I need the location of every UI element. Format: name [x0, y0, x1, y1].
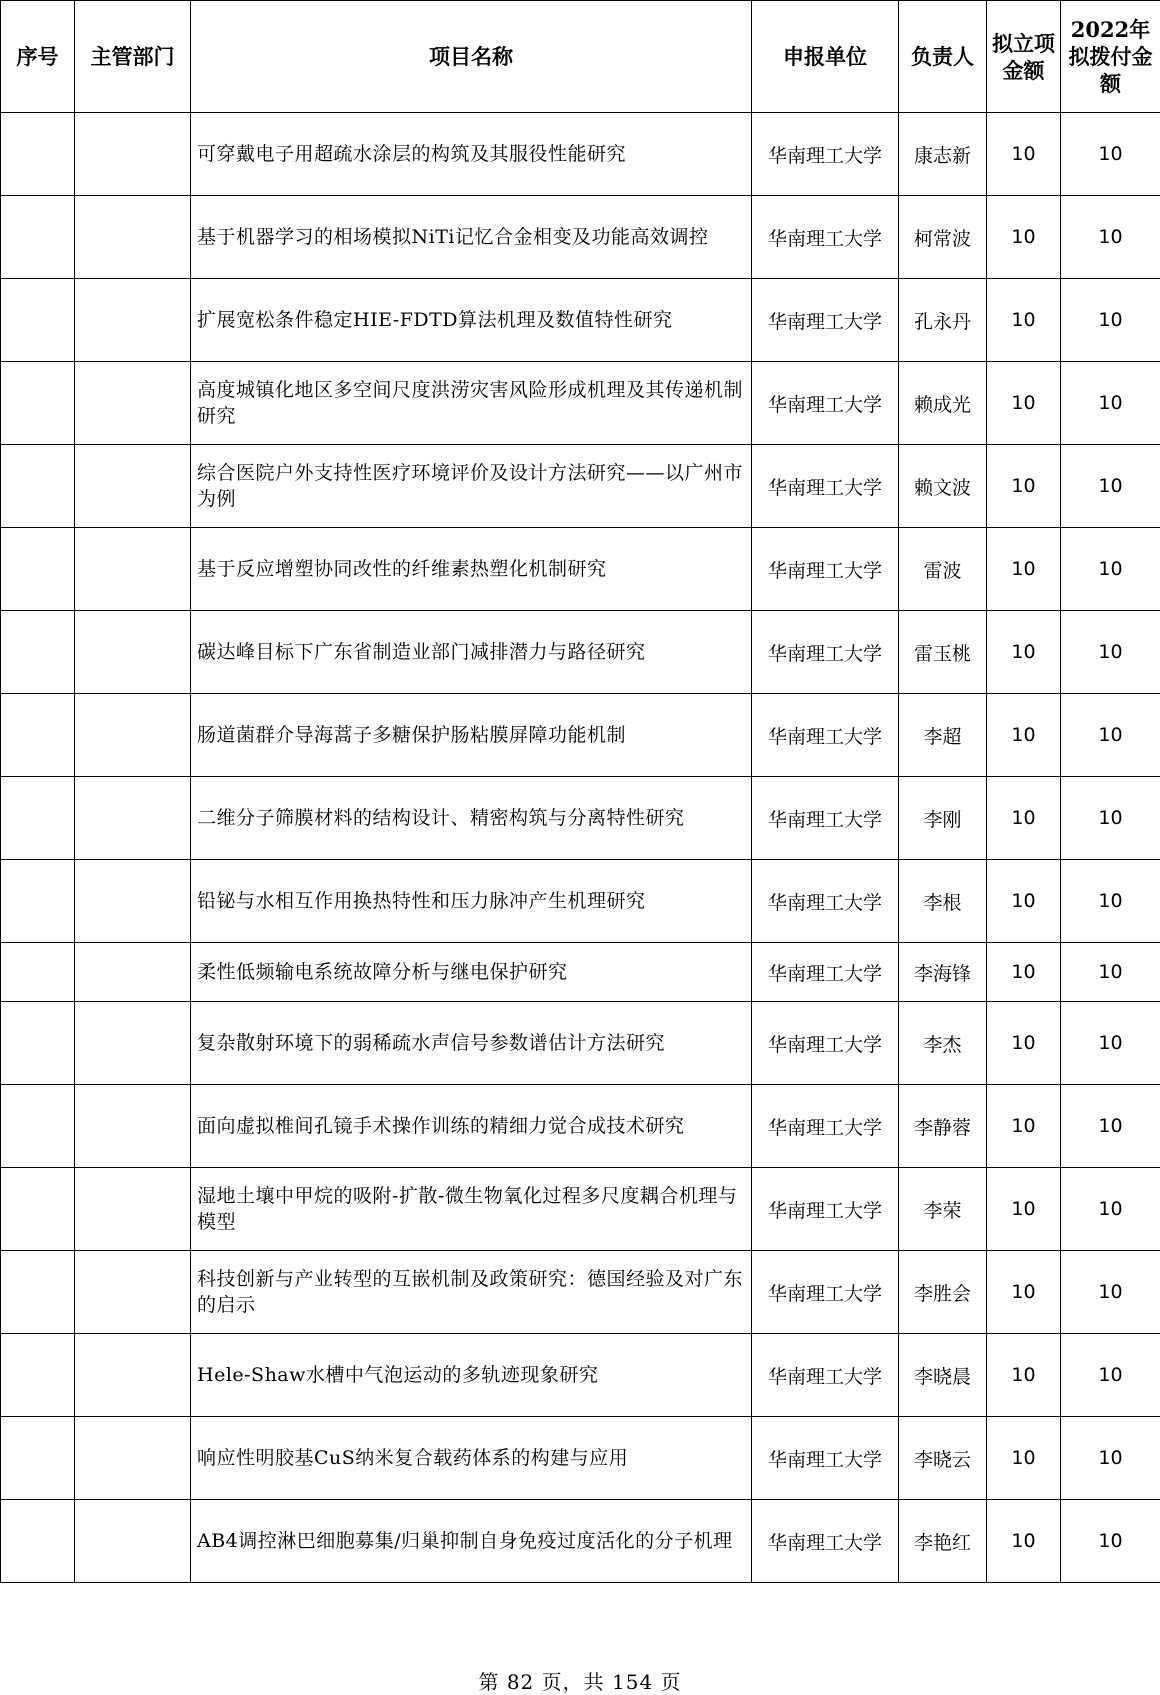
cell-project-name: 湿地土壤中甲烷的吸附-扩散-微生物氧化过程多尺度耦合机理与模型 [191, 1168, 752, 1251]
cell-dept [75, 196, 191, 279]
table-row [1, 1085, 1160, 1168]
cell-approved-amount: 10 [987, 1168, 1061, 1251]
cell-allocated-amount: 10 [1061, 611, 1160, 694]
cell-project-name: 基于机器学习的相场模拟NiTi记忆合金相变及功能高效调控 [191, 196, 752, 279]
table-row [1, 611, 1160, 694]
cell-seq [1, 528, 75, 611]
cell-allocated-amount: 10 [1061, 1334, 1160, 1417]
cell-allocated-amount: 10 [1061, 694, 1160, 777]
cell-seq [1, 694, 75, 777]
cell-dept [75, 528, 191, 611]
header-dept: 主管部门 [75, 1, 191, 113]
cell-allocated-amount: 10 [1061, 1251, 1160, 1334]
cell-allocated-amount: 10 [1061, 777, 1160, 860]
cell-project-name: 可穿戴电子用超疏水涂层的构筑及其服役性能研究 [191, 113, 752, 196]
cell-project-name: AB4调控淋巴细胞募集/归巢抑制自身免疫过度活化的分子机理 [191, 1500, 752, 1583]
cell-approved-amount: 10 [987, 1417, 1061, 1500]
cell-unit: 华南理工大学 [752, 445, 899, 528]
cell-allocated-amount: 10 [1061, 1085, 1160, 1168]
cell-allocated-amount: 10 [1061, 528, 1160, 611]
cell-allocated-amount: 10 [1061, 113, 1160, 196]
cell-dept [75, 777, 191, 860]
cell-dept [75, 611, 191, 694]
cell-project-name: Hele-Shaw水槽中气泡运动的多轨迹现象研究 [191, 1334, 752, 1417]
cell-seq [1, 777, 75, 860]
cell-dept [75, 362, 191, 445]
cell-unit: 华南理工大学 [752, 943, 899, 1002]
cell-seq [1, 1500, 75, 1583]
cell-allocated-amount: 10 [1061, 362, 1160, 445]
cell-unit: 华南理工大学 [752, 694, 899, 777]
cell-leader: 李根 [899, 860, 987, 943]
cell-unit: 华南理工大学 [752, 1085, 899, 1168]
cell-allocated-amount: 10 [1061, 445, 1160, 528]
table-row [1, 445, 1160, 528]
table-row [1, 1002, 1160, 1085]
cell-dept [75, 1251, 191, 1334]
cell-project-name: 柔性低频输电系统故障分析与继电保护研究 [191, 943, 752, 1002]
cell-leader: 李晓云 [899, 1417, 987, 1500]
cell-seq [1, 279, 75, 362]
cell-seq [1, 1251, 75, 1334]
cell-approved-amount: 10 [987, 113, 1061, 196]
cell-leader: 李刚 [899, 777, 987, 860]
cell-seq [1, 113, 75, 196]
table-row [1, 860, 1160, 943]
cell-leader: 李静蓉 [899, 1085, 987, 1168]
header-name: 项目名称 [191, 1, 752, 113]
cell-dept [75, 1168, 191, 1251]
cell-unit: 华南理工大学 [752, 1168, 899, 1251]
cell-seq [1, 1417, 75, 1500]
header-row [1, 1, 1160, 113]
cell-unit: 华南理工大学 [752, 362, 899, 445]
cell-project-name: 铅铋与水相互作用换热特性和压力脉冲产生机理研究 [191, 860, 752, 943]
cell-dept [75, 1417, 191, 1500]
table-row [1, 196, 1160, 279]
cell-unit: 华南理工大学 [752, 113, 899, 196]
table-row [1, 1334, 1160, 1417]
cell-seq [1, 1002, 75, 1085]
cell-dept [75, 1334, 191, 1417]
table-row [1, 1500, 1160, 1583]
cell-approved-amount: 10 [987, 528, 1061, 611]
table-row [1, 694, 1160, 777]
cell-approved-amount: 10 [987, 1500, 1061, 1583]
cell-project-name: 响应性明胶基CuS纳米复合载药体系的构建与应用 [191, 1417, 752, 1500]
cell-unit: 华南理工大学 [752, 279, 899, 362]
cell-leader: 雷玉桃 [899, 611, 987, 694]
cell-leader: 柯常波 [899, 196, 987, 279]
cell-allocated-amount: 10 [1061, 1002, 1160, 1085]
cell-approved-amount: 10 [987, 1002, 1061, 1085]
cell-unit: 华南理工大学 [752, 1417, 899, 1500]
cell-allocated-amount: 10 [1061, 860, 1160, 943]
cell-leader: 李艳红 [899, 1500, 987, 1583]
cell-seq [1, 943, 75, 1002]
cell-allocated-amount: 10 [1061, 1168, 1160, 1251]
page-footer: 第 82 页，共 154 页 [0, 1666, 1160, 1695]
cell-leader: 李胜会 [899, 1251, 987, 1334]
cell-project-name: 基于反应增塑协同改性的纤维素热塑化机制研究 [191, 528, 752, 611]
cell-approved-amount: 10 [987, 445, 1061, 528]
cell-seq [1, 611, 75, 694]
cell-seq [1, 1168, 75, 1251]
table-row [1, 362, 1160, 445]
cell-project-name: 复杂散射环境下的弱稀疏水声信号参数谱估计方法研究 [191, 1002, 752, 1085]
cell-unit: 华南理工大学 [752, 1251, 899, 1334]
header-seq: 序号 [1, 1, 75, 113]
header-approved-amount: 拟立项金额 [987, 1, 1061, 113]
cell-leader: 李超 [899, 694, 987, 777]
cell-approved-amount: 10 [987, 362, 1061, 445]
cell-approved-amount: 10 [987, 694, 1061, 777]
cell-dept [75, 860, 191, 943]
cell-unit: 华南理工大学 [752, 611, 899, 694]
cell-seq [1, 1334, 75, 1417]
cell-project-name: 扩展宽松条件稳定HIE-FDTD算法机理及数值特性研究 [191, 279, 752, 362]
cell-project-name: 科技创新与产业转型的互嵌机制及政策研究：德国经验及对广东的启示 [191, 1251, 752, 1334]
cell-project-name: 高度城镇化地区多空间尺度洪涝灾害风险形成机理及其传递机制研究 [191, 362, 752, 445]
cell-unit: 华南理工大学 [752, 528, 899, 611]
cell-dept [75, 1002, 191, 1085]
table-row [1, 1251, 1160, 1334]
cell-dept [75, 445, 191, 528]
cell-seq [1, 362, 75, 445]
cell-approved-amount: 10 [987, 611, 1061, 694]
cell-leader: 李海锋 [899, 943, 987, 1002]
cell-dept [75, 694, 191, 777]
table-row [1, 1168, 1160, 1251]
cell-leader: 雷波 [899, 528, 987, 611]
cell-leader: 赖成光 [899, 362, 987, 445]
cell-dept [75, 113, 191, 196]
cell-dept [75, 1085, 191, 1168]
cell-unit: 华南理工大学 [752, 1500, 899, 1583]
cell-leader: 李杰 [899, 1002, 987, 1085]
cell-seq [1, 445, 75, 528]
table-row [1, 279, 1160, 362]
table-row [1, 777, 1160, 860]
cell-approved-amount: 10 [987, 1251, 1061, 1334]
cell-seq [1, 1085, 75, 1168]
cell-approved-amount: 10 [987, 943, 1061, 1002]
cell-leader: 李荣 [899, 1168, 987, 1251]
cell-approved-amount: 10 [987, 1085, 1061, 1168]
cell-leader: 康志新 [899, 113, 987, 196]
cell-unit: 华南理工大学 [752, 1334, 899, 1417]
cell-unit: 华南理工大学 [752, 860, 899, 943]
table-row [1, 528, 1160, 611]
cell-approved-amount: 10 [987, 777, 1061, 860]
cell-allocated-amount: 10 [1061, 279, 1160, 362]
header-allocated-amount: 2022年拟拨付金额 [1061, 1, 1160, 113]
cell-unit: 华南理工大学 [752, 1002, 899, 1085]
table-row [1, 943, 1160, 1002]
cell-allocated-amount: 10 [1061, 943, 1160, 1002]
cell-dept [75, 943, 191, 1002]
cell-seq [1, 196, 75, 279]
header-unit: 申报单位 [752, 1, 899, 113]
cell-approved-amount: 10 [987, 860, 1061, 943]
cell-project-name: 二维分子筛膜材料的结构设计、精密构筑与分离特性研究 [191, 777, 752, 860]
cell-dept [75, 1500, 191, 1583]
cell-project-name: 综合医院户外支持性医疗环境评价及设计方法研究——以广州市为例 [191, 445, 752, 528]
cell-project-name: 肠道菌群介导海蒿子多糖保护肠粘膜屏障功能机制 [191, 694, 752, 777]
cell-seq [1, 860, 75, 943]
cell-project-name: 面向虚拟椎间孔镜手术操作训练的精细力觉合成技术研究 [191, 1085, 752, 1168]
cell-unit: 华南理工大学 [752, 777, 899, 860]
cell-allocated-amount: 10 [1061, 196, 1160, 279]
cell-allocated-amount: 10 [1061, 1417, 1160, 1500]
table-row [1, 113, 1160, 196]
header-leader: 负责人 [899, 1, 987, 113]
cell-dept [75, 279, 191, 362]
cell-approved-amount: 10 [987, 196, 1061, 279]
cell-leader: 孔永丹 [899, 279, 987, 362]
cell-leader: 赖文波 [899, 445, 987, 528]
cell-project-name: 碳达峰目标下广东省制造业部门减排潜力与路径研究 [191, 611, 752, 694]
cell-approved-amount: 10 [987, 279, 1061, 362]
table-body [1, 113, 1160, 1583]
cell-approved-amount: 10 [987, 1334, 1061, 1417]
cell-leader: 李晓晨 [899, 1334, 987, 1417]
cell-unit: 华南理工大学 [752, 196, 899, 279]
cell-allocated-amount: 10 [1061, 1500, 1160, 1583]
table-row [1, 1417, 1160, 1500]
